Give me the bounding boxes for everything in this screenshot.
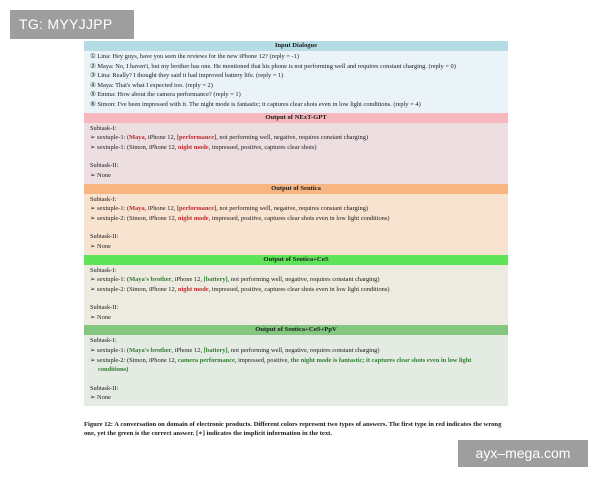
sextuple-line [90,275,502,285]
wrong-aspect: night mode [177,285,209,293]
none-item: ➢ None [90,313,111,321]
wrong-aspect: night mode [177,143,209,151]
sextuple-text: , not performing well, negative, requires constant charging) [216,134,369,142]
correct-aspect: [battery] [203,276,228,284]
subtask2-label: Subtask-II: [90,162,119,170]
correct-rationale: the night mode is fantastic; it captures clear shots even in low light conditions [98,356,472,374]
sextuple-text: , impressed, positive, captures clear shots) [208,143,317,151]
bullet: ➢ [90,143,97,151]
watermark-bottom-right: ayx–mega.com [458,440,588,467]
sextuple-line [90,214,502,224]
bullet: ➢ [90,214,97,222]
sextuple-text: , not performing well, negative, requires constant charging) [216,205,369,213]
sextuple-text: , not performing well, negative, requires constant charging) [227,347,380,355]
sextuple-text: sextuple-1: ( [96,276,130,284]
sentica-header: Output of Sentica [84,184,508,194]
sextuple-text: sextuple-2: (Simon, iPhone 12, [96,285,178,293]
none-item: ➢ None [90,242,111,250]
bullet: ➢ [90,347,97,355]
sextuple-text: , impressed, positive, [234,356,291,364]
sextuple-text: , impressed, positive, captures clear shots even in low light conditions) [208,285,390,293]
figure-caption: Figure 12: A conversation on domain of electronic products. Different colors represent two types of answers. The first type in red indicates the wrong one, yet the green is the correct answer. [∗] indicates the implicit information in the text. [84,421,502,437]
none-item: ➢ None [90,171,111,179]
subtask1-label: Subtask-I: [90,195,117,203]
nextgpt-block [84,123,508,184]
subtask2-label: Subtask-II: [90,384,119,392]
subtask1-label: Subtask-I: [90,124,117,132]
ppv-header: Output of Sentica+CoS+PpV [84,325,508,335]
cos-block [84,265,508,326]
sextuple-text: , impressed, positive, captures clear shots even in low light conditions) [208,214,390,222]
sextuple-text: sextuple-1: (Simon, iPhone 12, [96,143,178,151]
dialogue-line: ① Lina: Hey guys, have you seen the reviews for the new iPhone 12? (reply = -1) [90,53,299,60]
correct-holder: Maya's brother [129,276,172,284]
bullet: ➢ [90,356,97,364]
correct-holder: Maya's brother [129,347,172,355]
dialogue-line: ③ Lina: Really? I thought they said it had improved battery life. (reply = 1) [90,72,284,80]
dialogue-line: ② Maya: No, I haven't, but my brother has one. He mentioned that his phone is not performing well and requires constant charging. (reply = 0) [90,62,456,70]
watermark-top-left: TG: MYYJJPP [10,10,134,39]
wrong-aspect: night mode [177,214,209,222]
dialogue-line: ⑥ Simon: I've been impressed with it. The night mode is fantastic; it captures clear shots even in low light conditions. (reply = 4) [90,100,421,108]
sentica-block [84,194,508,255]
bullet: ➢ [90,276,97,284]
sextuple-text: , iPhone 12, [171,347,204,355]
nextgpt-header: Output of NExT-GPT [84,113,508,123]
correct-aspect: camera performance [177,356,235,364]
sextuple-text: sextuple-1: ( [96,205,130,213]
sextuple-line [90,143,502,153]
sextuple-text: sextuple-2: (Simon, iPhone 12, [96,356,178,364]
bullet: ➢ [90,134,97,142]
sextuple-line [90,285,502,295]
subtask1-label: Subtask-I: [90,266,117,274]
subtask2-label: Subtask-II: [90,233,119,241]
input-dialogue-header: Input Dialogue [84,41,508,51]
correct-aspect: [battery] [203,347,228,355]
bullet: ➢ [90,285,97,293]
sextuple-line [90,346,502,356]
sextuple-line [90,133,502,143]
dialogue-line: ④ Maya: That's what I expected too. (reply = 2) [90,81,213,89]
subtask1-label: Subtask-I: [90,337,117,345]
sextuple-text: , not performing well, negative, requires constant charging) [227,276,380,284]
none-item: ➢ None [90,394,111,402]
input-dialogue-block [84,51,508,113]
cos-header: Output of Sentica+CoS [84,255,508,265]
subtask2-label: Subtask-II: [90,304,119,312]
sextuple-text: sextuple-1: ( [96,134,130,142]
sextuple-text: sextuple-1: ( [96,347,130,355]
ppv-block [84,335,508,406]
sextuple-text: sextuple-2: (Simon, iPhone 12, [96,214,178,222]
sextuple-line [90,204,502,214]
figure [84,41,508,406]
dialogue-line: ⑤ Emma: How about the camera performance? (reply = 1) [90,91,241,99]
bullet: ➢ [90,205,97,213]
sextuple-text: , iPhone 12, [144,205,177,213]
wrong-holder: Maya [129,134,145,142]
wrong-holder: Maya [129,205,145,213]
sextuple-text: , iPhone 12, [144,134,177,142]
wrong-aspect: [performance] [176,205,217,213]
sextuple-text: ) [126,366,129,374]
sextuple-line [90,356,502,375]
wrong-aspect: [performance] [176,134,217,142]
sextuple-text: , iPhone 12, [171,276,204,284]
